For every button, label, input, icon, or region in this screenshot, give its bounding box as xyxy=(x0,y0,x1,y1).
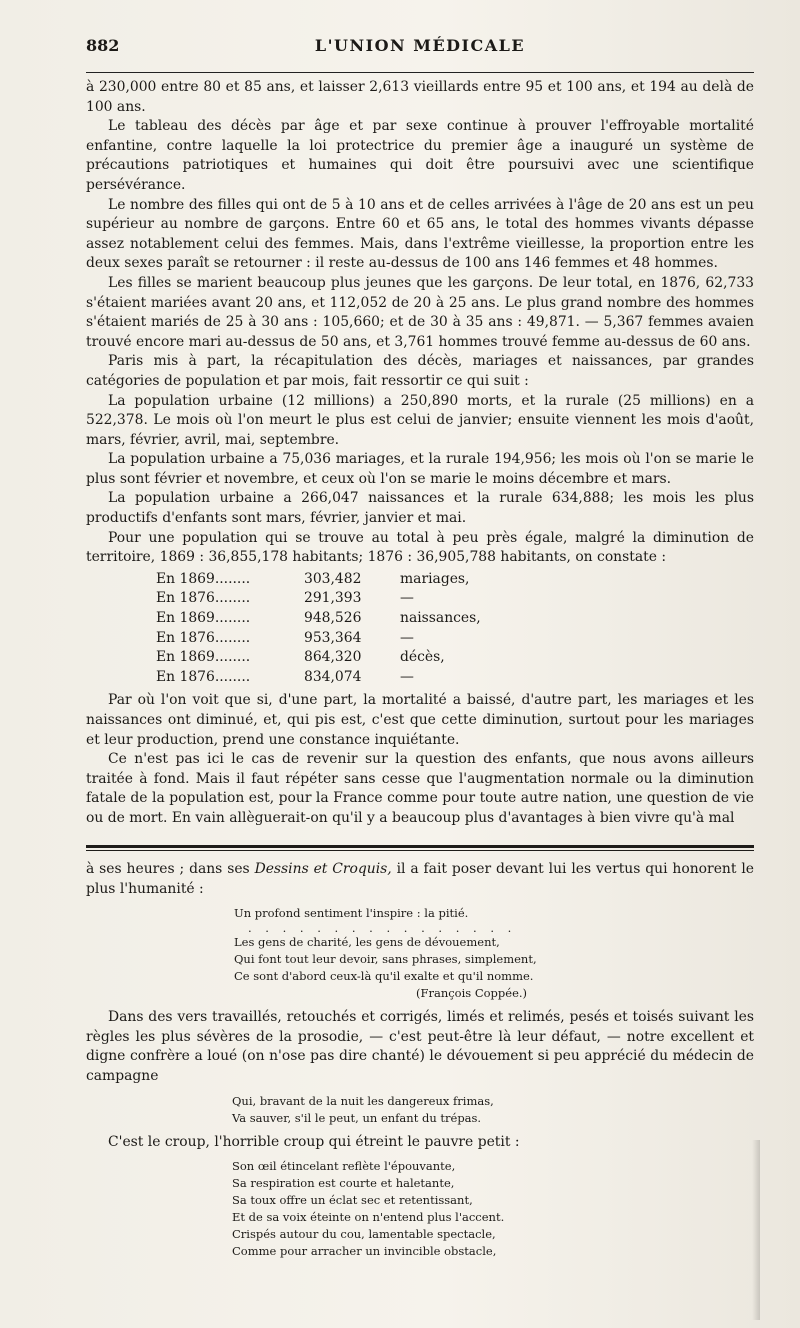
paragraph: Le nombre des filles qui ont de 5 à 10 ans et de celles arrivées à l'âge de 20 ans est un peu supérieur au nombre de garçons. Entre 60 et 65 ans, le total des hommes vivants dépasse assez notablement celui des femmes. Mais, dans l'extrême vieillesse, la proportion entre les deux sexes paraît se retourner : il reste au-dessus de 100 ans 146 femmes et 48 hommes. xyxy=(86,196,754,272)
stat-year: En 1869........ xyxy=(156,570,251,587)
feuilleton-separator xyxy=(86,845,754,853)
stat-label: — xyxy=(400,629,414,646)
feuilleton-article xyxy=(86,860,754,1266)
stat-value: 303,482 xyxy=(304,570,362,587)
stat-label: naissances, xyxy=(400,610,481,627)
verse-line: Ce sont d'abord ceux-là qu'il exalte et qu'il nomme. xyxy=(234,969,534,984)
stat-value: 834,074 xyxy=(304,668,362,685)
main-article xyxy=(86,78,754,829)
verse-line: Qui, bravant de la nuit les dangereux frimas, xyxy=(232,1093,494,1108)
paragraph: à 230,000 entre 80 et 85 ans, et laisser 2,613 vieillards entre 95 et 100 ans, et 194 au delà de 100 ans. xyxy=(86,79,754,115)
paragraph: Dans des vers travaillés, retouchés et corrigés, limés et relimés, pesés et toisés suivant les règles les plus sévères de la prosodie, — c'est peut-être là leur défaut, — notre excellent et digne confrère a loué (on n'ose pas dire chanté) le dévouement si peu apprécié du médecin de campagne xyxy=(86,1009,754,1084)
verse-line: Les gens de charité, les gens de dévouement, xyxy=(234,935,500,950)
statistics-table xyxy=(86,570,754,688)
running-title: L'UNION MÉDICALE xyxy=(314,36,526,55)
paragraph: La population urbaine (12 millions) a 250,890 morts, et la rurale (25 millions) en a 522,378. Le mois où l'on meurt le plus est celui de janvier; ensuite viennent les mois d'août, mars, février, avril, mai, septembre. xyxy=(86,392,754,448)
book-title: Dessins et Croquis, xyxy=(254,861,392,877)
verse-line: Qui font tout leur devoir, sans phrases, simplement, xyxy=(234,952,537,967)
verse-block xyxy=(86,1158,754,1260)
verse-line: Sa toux offre un éclat sec et retentissant, xyxy=(232,1193,473,1208)
paragraph xyxy=(86,860,754,899)
page-header xyxy=(86,36,754,60)
verse-block xyxy=(86,905,754,1002)
verse-line: Un profond sentiment l'inspire : la pitié. xyxy=(234,906,469,921)
paragraph: La population urbaine a 266,047 naissances et la rurale 634,888; les mois les plus productifs d'enfants sont mars, février, janvier et mai. xyxy=(86,490,754,527)
separator-thin-rule xyxy=(86,850,754,851)
page-number: 882 xyxy=(86,36,120,55)
stat-label: — xyxy=(400,590,414,607)
paragraph: Par où l'on voit que si, d'une part, la mortalité a baissé, d'autre part, les mariages et les naissances ont diminué, et, qui pis est, c'est que cette diminution, surtout pour les mariages et leur production, prend une constance inquiétante. xyxy=(86,692,754,748)
verse-line: Sa respiration est courte et haletante, xyxy=(232,1176,455,1191)
separator-thick-rule xyxy=(86,845,754,848)
header-rule xyxy=(86,72,754,73)
verse-line: Va sauver, s'il le peut, un enfant du trépas. xyxy=(232,1110,482,1125)
stat-value: 864,320 xyxy=(304,649,362,666)
paragraph: Paris mis à part, la récapitulation des décès, mariages et naissances, par grandes catégories de population et par mois, fait ressortir ce qui suit : xyxy=(86,353,754,389)
paragraph: La population urbaine a 75,036 mariages, et la rurale 194,956; les mois où l'on se marie le plus sont février et novembre, et ceux où l'on se marie le moins décembre et mars. xyxy=(86,451,754,487)
stat-year: En 1876........ xyxy=(156,590,251,607)
stat-row xyxy=(86,570,754,590)
stat-label: décès, xyxy=(400,649,445,666)
stat-row xyxy=(86,629,754,649)
intro-text: à ses heures ; dans ses xyxy=(86,861,255,877)
paragraph: Les filles se marient beaucoup plus jeunes que les garçons. De leur total, en 1876, 62,733 s'étaient mariées avant 20 ans, et 112,052 de 20 à 25 ans. Le plus grand nombre des hommes s'étaient mariés de 25 à 30 ans : 105,660; et de 30 à 35 ans : 49,871. — 5,367 femmes avaien trouvé encore mari au-dessus de 50 ans, et 3,761 hommes trouvé femme au-dessus de 60 ans. xyxy=(86,274,754,350)
stat-year: En 1876........ xyxy=(156,629,251,646)
verse-line: Comme pour arracher un invincible obstacle, xyxy=(232,1244,497,1259)
paragraph: Le tableau des décès par âge et par sexe continue à prouver l'effroyable mortalité enfantine, contre laquelle la loi protectrice du premier âge a inauguré un système de précautions patriotiques et humaines qui doit être poursuivi avec une scientifique persévérance. xyxy=(86,118,754,193)
intro-text-continued: il a fait poser devant lui les vertus qui honorent le plus l'humanité : xyxy=(86,861,754,897)
stat-row xyxy=(86,589,754,609)
verse-line: Et de sa voix éteinte on n'entend plus l'accent. xyxy=(232,1210,505,1225)
stat-value: 291,393 xyxy=(304,590,362,607)
stat-row xyxy=(86,609,754,629)
stat-year: En 1869........ xyxy=(156,649,251,666)
stat-value: 953,364 xyxy=(304,629,362,646)
verse-line: Crispés autour du cou, lamentable spectacle, xyxy=(232,1227,496,1242)
paragraph: Pour une population qui se trouve au total à peu près égale, malgré la diminution de territoire, 1869 : 36,855,178 habitants; 1876 : 36,905,788 habitants, on constate : xyxy=(86,529,754,566)
page-edge-shadow xyxy=(752,1140,760,1320)
stat-label: — xyxy=(400,668,414,685)
paragraph: Ce n'est pas ici le cas de revenir sur la question des enfants, que nous avons ailleurs traitée à fond. Mais il faut répéter sans cesse que l'augmentation normale ou la diminution fatale de la population est, pour la France comme pour toute autre nation, une question de vie ou de mort. En vain allèguerait-on qu'il y a beaucoup plus d'avantages à bien vivre qu'à mal xyxy=(86,751,754,826)
stat-year: En 1876........ xyxy=(156,668,251,685)
stat-year: En 1869........ xyxy=(156,610,251,627)
stat-label: mariages, xyxy=(400,570,470,587)
verse-line: Son œil étincelant reflète l'épouvante, xyxy=(232,1159,456,1174)
stat-value: 948,526 xyxy=(304,610,362,627)
paragraph: C'est le croup, l'horrible croup qui étreint le pauvre petit : xyxy=(108,1133,520,1150)
stat-row xyxy=(86,668,754,688)
verse-block xyxy=(86,1093,754,1127)
verse-attribution: (François Coppée.) xyxy=(416,986,528,1001)
verse-ellipsis: . . . . . . . . . . . . . . . . xyxy=(248,921,517,936)
stat-row xyxy=(86,648,754,668)
